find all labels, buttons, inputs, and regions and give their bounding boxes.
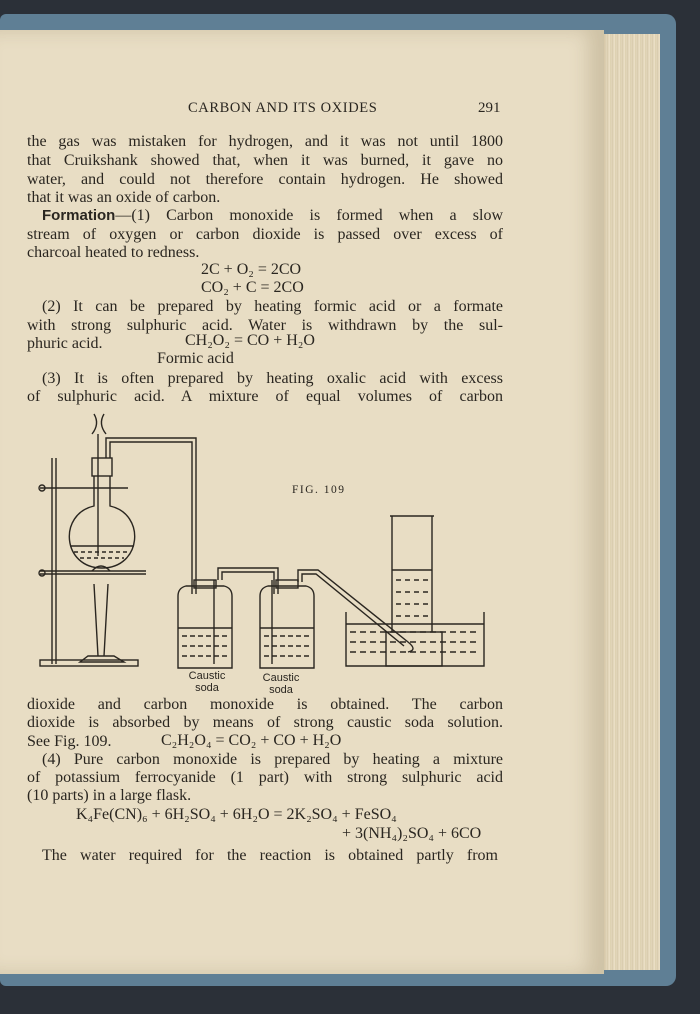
equation-4: C₂H₂O₄ = CO₂ + CO + H₂O [161,732,342,749]
flask-stopper [92,458,112,476]
text-line: water, and could not therefore contain hydrogen. He showed [27,171,503,188]
text-line: dioxide is absorbed by means of strong caustic soda solution. [27,714,503,731]
gas-jar [392,516,432,632]
bottle-1-label: Caustic soda [188,670,226,694]
thistle-funnel [92,414,106,434]
figure-109 [28,406,498,696]
text-line: with strong sulphuric acid. Water is withdrawn by the sul- [27,317,503,334]
text-line: of sulphuric acid. A mixture of equal volumes of carbon [27,388,503,405]
text-line: that Cruikshank showed that, when it was burned, it gave no [27,152,503,169]
text-line: stream of oxygen or carbon dioxide is passed over excess of [27,226,503,243]
apparatus-illustration [28,406,498,696]
equation-5-line-1: K₄Fe(CN)₆ + 6H₂SO₄ + 6H₂O = 2K₂SO₄ + FeSO₄ [76,806,397,823]
text-line: The water required for the reaction is obtained partly from [42,847,498,864]
text-line: (2) It can be prepared by heating formic acid or a formate [42,298,503,315]
beehive-shelf [386,632,442,666]
page-header [0,100,604,120]
running-head: CARBON AND ITS OXIDES [188,100,378,116]
text-line: phuric acid. [27,335,103,352]
text-line: (3) It is often prepared by heating oxalic acid with excess [42,370,503,387]
figure-caption: FIG. 109 [292,484,346,496]
text-line: (10 parts) in a large flask. [27,787,192,804]
equation-5-line-2: + 3(NH₄)₂SO₄ + 6CO [342,825,482,842]
equation-1: 2C + O₂ = 2CO [201,261,302,278]
text-line: dioxide and carbon monoxide is obtained. The carbon [27,696,503,713]
text-line: (4) Pure carbon monoxide is prepared by heating a mixture [42,751,503,768]
text-line: of potassium ferrocyanide (1 part) with strong sulphuric acid [27,769,503,786]
text-line: See Fig. 109. [27,733,112,750]
page-edges [596,34,660,970]
text-line: charcoal heated to redness. [27,244,200,261]
page-number: 291 [478,100,501,116]
text-line: the gas was mistaken for hydrogen, and it was not until 1800 [27,133,503,150]
text-line: that it was an oxide of carbon. [27,189,221,206]
round-flask [69,476,134,568]
formation-heading: Formation [42,207,116,224]
burner [94,584,108,656]
equation-3-label: Formic acid [157,350,234,367]
formation-paragraph-line: Formation—(1) Carbon monoxide is formed when a slow [42,207,503,224]
equation-2: CO₂ + C = 2CO [201,279,304,296]
pneumatic-trough [346,612,484,666]
bottle-2-label: Caustic soda [262,672,300,696]
equation-3: CH₂O₂ = CO + H₂O [185,332,315,349]
